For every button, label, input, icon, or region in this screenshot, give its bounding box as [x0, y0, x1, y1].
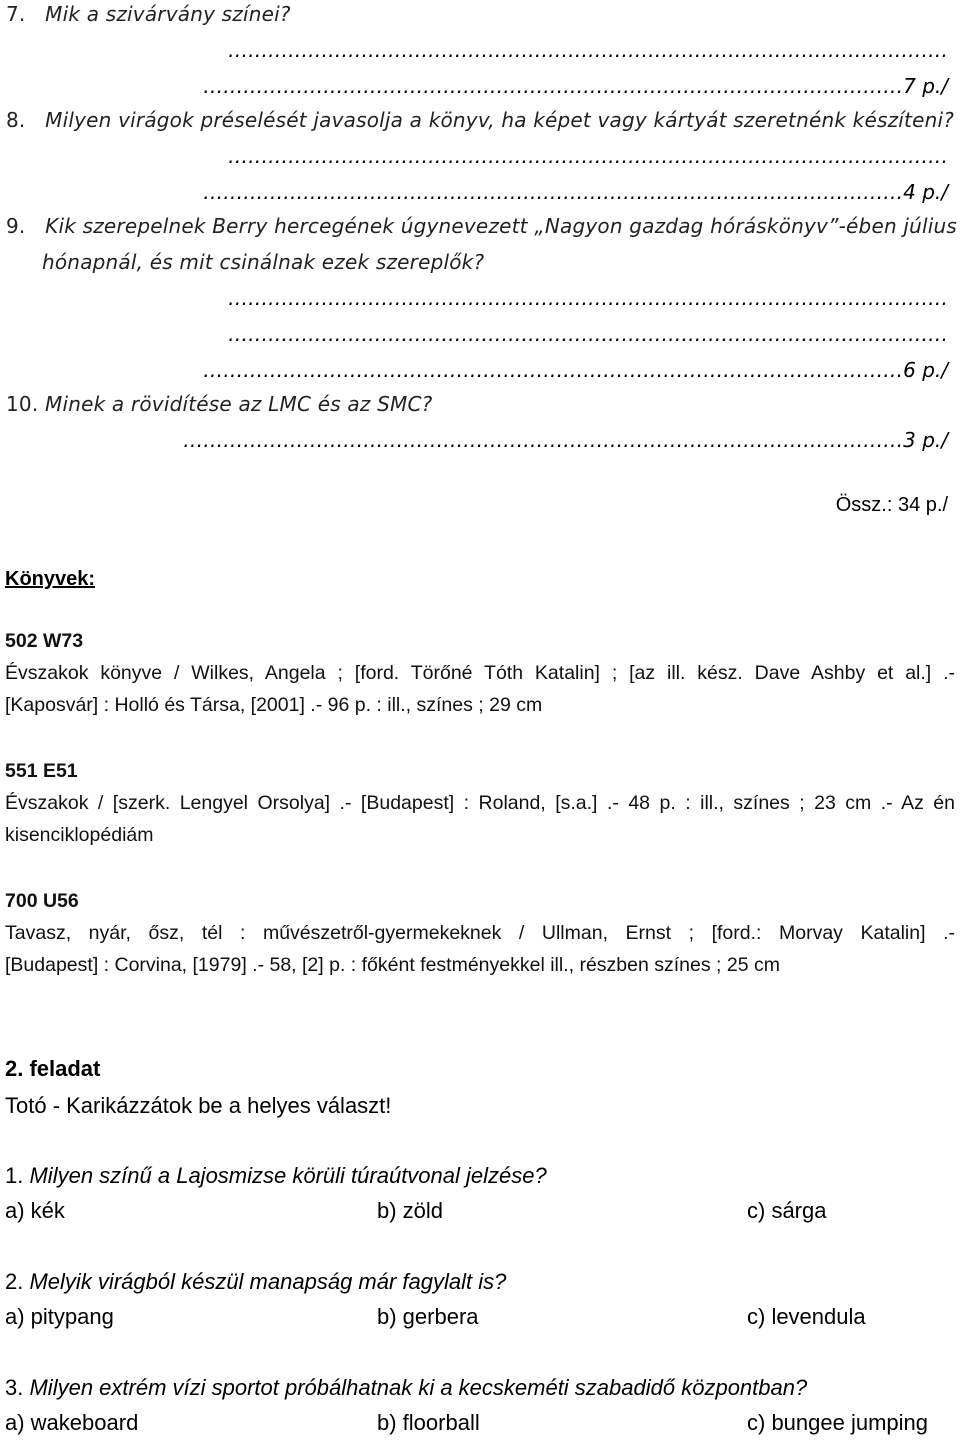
question-text: Mik a szivárvány színei? [45, 2, 291, 26]
book-entry-line: Tavasz, nyár, ősz, tél : művészetről-gyermekeknek / Ullman, Ernst ; [ford.: Morvay Katalin] .- [5, 922, 955, 944]
points-line: ……………………………………………………………………………………………6 p./ [203, 358, 948, 382]
toto-number: 3. [5, 1375, 24, 1400]
toto-question-1 [5, 1163, 547, 1189]
toto-question-3 [5, 1375, 807, 1401]
answer-option-b[interactable]: b) zöld [377, 1198, 444, 1223]
question-text-line2: hónapnál, és mit csinálnak ezek szereplők? [42, 250, 485, 274]
book-call-number: 502 W73 [5, 630, 84, 652]
question-7 [6, 2, 291, 26]
answer-option-a[interactable]: a) wakeboard [5, 1410, 139, 1435]
toto-question-text: Milyen extrém vízi sportot próbálhatnak ki a kecskeméti szabadidő központban? [29, 1375, 808, 1400]
book-entry-line: kisenciklopédiám [5, 824, 154, 846]
question-10 [6, 392, 432, 416]
answer-line: ……………………………………………………………………………………………… [228, 38, 948, 62]
question-text: Milyen virágok préselését javasolja a könyv, ha képet vagy kártyát szeretnénk készíteni? [45, 108, 955, 132]
answer-option-b[interactable]: b) gerbera [377, 1304, 479, 1329]
question-number: 10. [6, 392, 39, 416]
answer-line: ……………………………………………………………………………………………… [228, 322, 948, 346]
answer-option-a[interactable]: a) kék [5, 1198, 65, 1223]
answer-line: ……………………………………………………………………………………………… [228, 286, 948, 310]
question-number: 9. [6, 214, 26, 238]
book-entry-line: Évszakok / [szerk. Lengyel Orsolya] .- [Budapest] : Roland, [s.a.] .- 48 p. : ill., színes ; 23 cm .- Az én [5, 792, 955, 814]
answer-option-b[interactable]: b) floorball [377, 1410, 480, 1435]
answer-line: ……………………………………………………………………………………………… [228, 144, 948, 168]
book-entry-line: Évszakok könyve / Wilkes, Angela ; [ford. Törőné Tóth Katalin] ; [az ill. kész. Dave Ashby et al.] .- [5, 662, 955, 684]
points-line: ……………………………………………………………………………………………4 p./ [203, 180, 948, 204]
question-text-line1: Kik szerepelnek Berry hercegének úgynevezett „Nagyon gazdag hóráskönyv”-ében július [45, 214, 958, 238]
book-entry-line: [Budapest] : Corvina, [1979] .- 58, [2] p. : főként festményekkel ill., részben színes ; 25 cm [5, 954, 780, 976]
question-8 [6, 108, 954, 132]
answer-option-c[interactable]: c) sárga [747, 1198, 827, 1223]
book-call-number: 551 E51 [5, 760, 78, 782]
task-instruction: Totó - Karikázzátok be a helyes választ! [5, 1093, 392, 1118]
toto-question-text: Melyik virágból készül manapság már fagylalt is? [29, 1269, 507, 1294]
toto-number: 2. [5, 1269, 24, 1294]
points-line: ………………………………………………………………………………………………3 p./ [183, 428, 948, 452]
answer-option-a[interactable]: a) pitypang [5, 1304, 114, 1329]
question-number: 8. [6, 108, 26, 132]
toto-number: 1. [5, 1163, 24, 1188]
task-title: 2. feladat [5, 1056, 101, 1081]
book-entry-line: [Kaposvár] : Holló és Társa, [2001] .- 96 p. : ill., színes ; 29 cm [5, 694, 543, 716]
points-line: ……………………………………………………………………………………………7 p./ [203, 74, 948, 98]
answer-option-c[interactable]: c) levendula [747, 1304, 866, 1329]
book-call-number: 700 U56 [5, 890, 79, 912]
toto-question-2 [5, 1269, 506, 1295]
answer-option-c[interactable]: c) bungee jumping [747, 1410, 929, 1435]
question-number: 7. [6, 2, 26, 26]
question-text: Minek a rövidítése az LMC és az SMC? [44, 392, 433, 416]
toto-question-text: Milyen színű a Lajosmizse körüli túraútvonal jelzése? [29, 1163, 547, 1188]
total-points: Össz.: 34 p./ [835, 494, 948, 516]
books-heading: Könyvek: [5, 568, 96, 590]
question-9 [6, 214, 957, 238]
